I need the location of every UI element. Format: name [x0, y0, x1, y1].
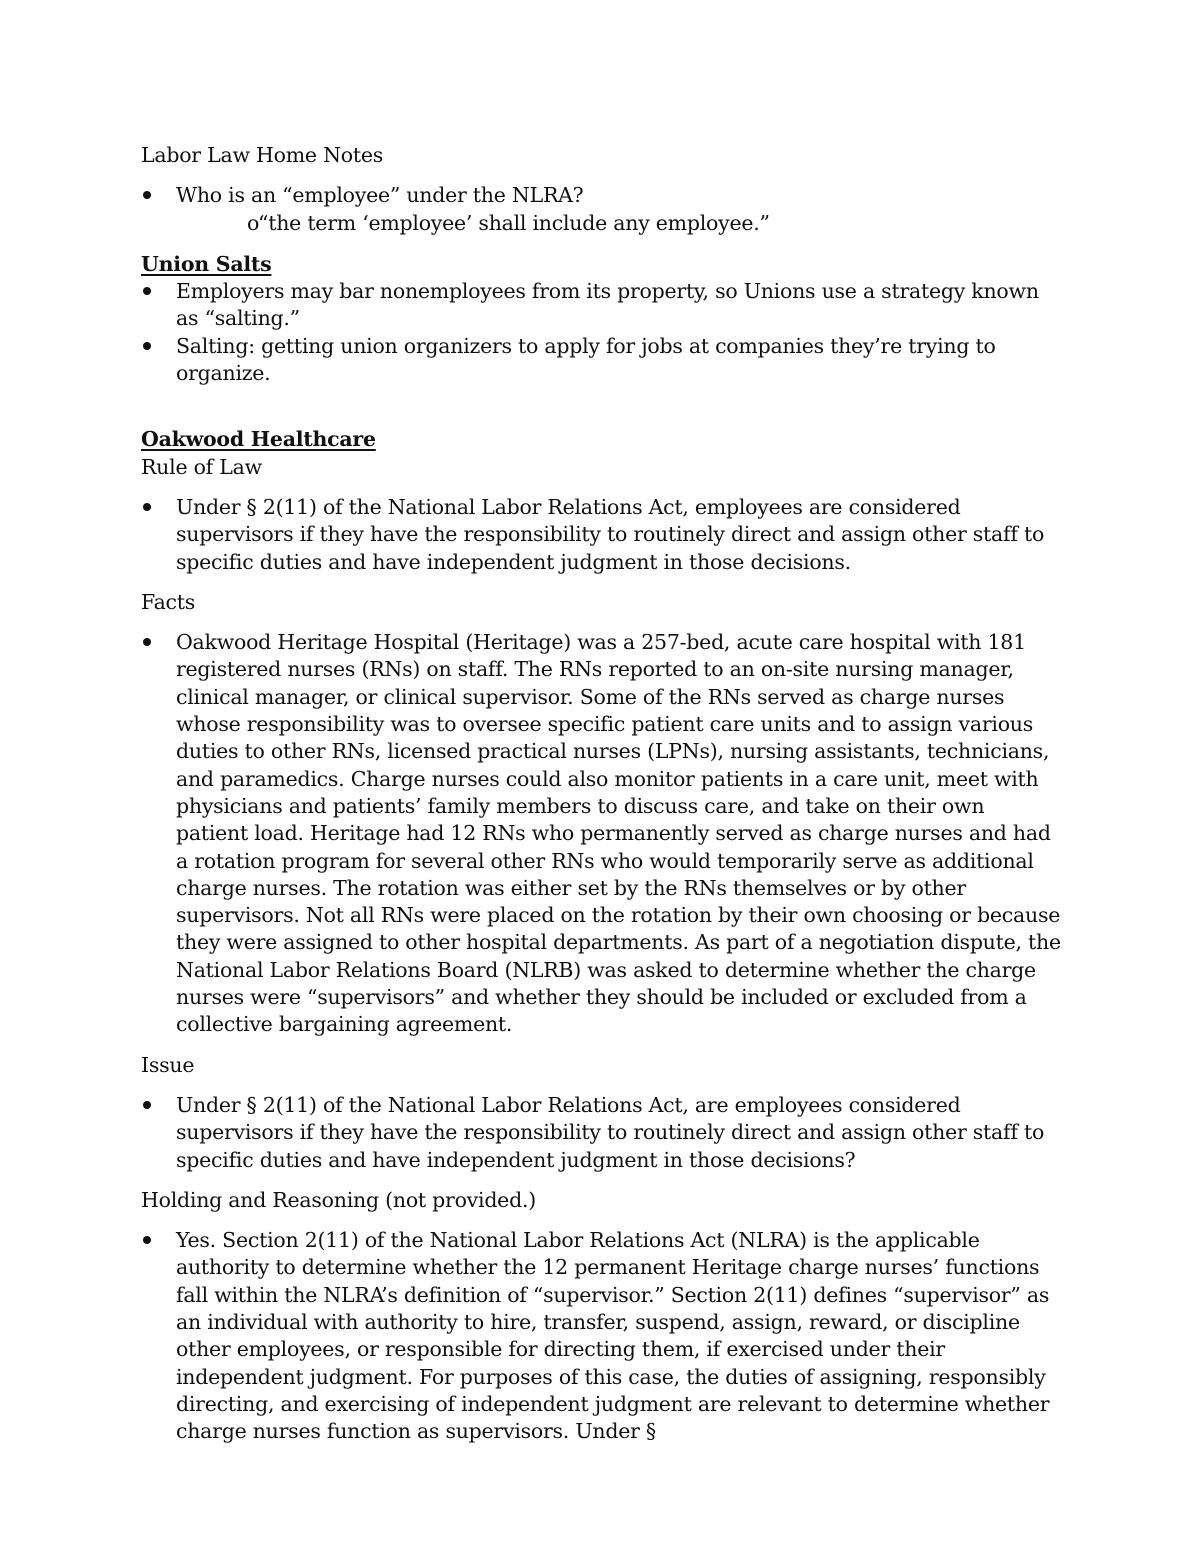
rule-of-law-label: Rule of Law	[141, 454, 262, 479]
list-item: Employers may bar nonemployees from its property, so Unions use a strategy known as “salting.”	[141, 278, 1061, 333]
section-heading-union-salts: Union Salts	[141, 251, 272, 276]
intro-bullet-text: Who is an “employee” under the NLRA?	[176, 183, 584, 208]
intro-sub-list	[176, 210, 1061, 237]
spacer	[141, 1174, 1061, 1187]
list-item: Under § 2(11) of the National Labor Relations Act, employees are considered supervisors if they have the responsibility to routinely direct and assign other staff to specific duties and have independent judgment in those decisions.	[141, 494, 1061, 576]
list-item: Salting: getting union organizers to apply for jobs at companies they’re trying to organize.	[141, 333, 1061, 388]
issue-list	[141, 1092, 1061, 1174]
facts-list	[141, 629, 1061, 1038]
facts-label: Facts	[141, 589, 196, 614]
list-item: Yes. Section 2(11) of the National Labor Relations Act (NLRA) is the applicable authority to determine whether the 12 permanent Heritage charge nurses’ functions fall within the NLRA’s definition of “supervisor.” Section 2(11) defines “supervisor” as an individual with authority to hire, transfer, suspend, assign, reward, or discipline other employees, or responsible for directing them, if exercised under their independent judgment. For purposes of this case, the duties of assigning, responsibly directing, and exercising of independent judgment are relevant to determine whether charge nurses function as supervisors. Under §	[141, 1227, 1061, 1445]
holding-list	[141, 1227, 1061, 1445]
union-salts-list	[141, 278, 1061, 387]
spacer	[141, 576, 1061, 589]
sub-list-item: o “the term ‘employee’ shall include any employee.”	[176, 210, 1061, 237]
section-heading-oakwood: Oakwood Healthcare	[141, 427, 376, 452]
document-page	[141, 142, 1061, 1445]
list-item: Oakwood Heritage Hospital (Heritage) was a 257-bed, acute care hospital with 181 registered nurses (RNs) on staff. The RNs reported to an on-site nursing manager, clinical manager, or clinical supervisor. Some of the RNs served as charge nurses whose responsibility was to oversee specific patient care units and to assign various duties to other RNs, licensed practical nurses (LPNs), nursing assistants, technicians, and paramedics. Charge nurses could also monitor patients in a care unit, meet with physicians and patients’ family members to discuss care, and take on their own patient load. Heritage had 12 RNs who permanently served as charge nurses and had a rotation program for several other RNs who would temporarily serve as additional charge nurses. The rotation was either set by the RNs themselves or by other supervisors. Not all RNs were placed on the rotation by their own choosing or because they were assigned to other hospital departments. As part of a negotiation dispute, the National Labor Relations Board (NLRB) was asked to determine whether the charge nurses were “supervisors” and whether they should be included or excluded from a collective bargaining agreement.	[141, 629, 1061, 1038]
spacer	[141, 1039, 1061, 1052]
spacer	[141, 387, 1061, 426]
spacer	[141, 237, 1061, 251]
holding-label: Holding and Reasoning (not provided.)	[141, 1187, 536, 1212]
intro-list	[141, 182, 1061, 237]
list-item	[141, 182, 1061, 237]
document-title: Labor Law Home Notes	[141, 143, 383, 167]
rule-of-law-list	[141, 494, 1061, 576]
issue-label: Issue	[141, 1052, 195, 1077]
list-item: Under § 2(11) of the National Labor Relations Act, are employees considered supervisors if they have the responsibility to routinely direct and assign other staff to specific duties and have independent judgment in those decisions?	[141, 1092, 1061, 1174]
